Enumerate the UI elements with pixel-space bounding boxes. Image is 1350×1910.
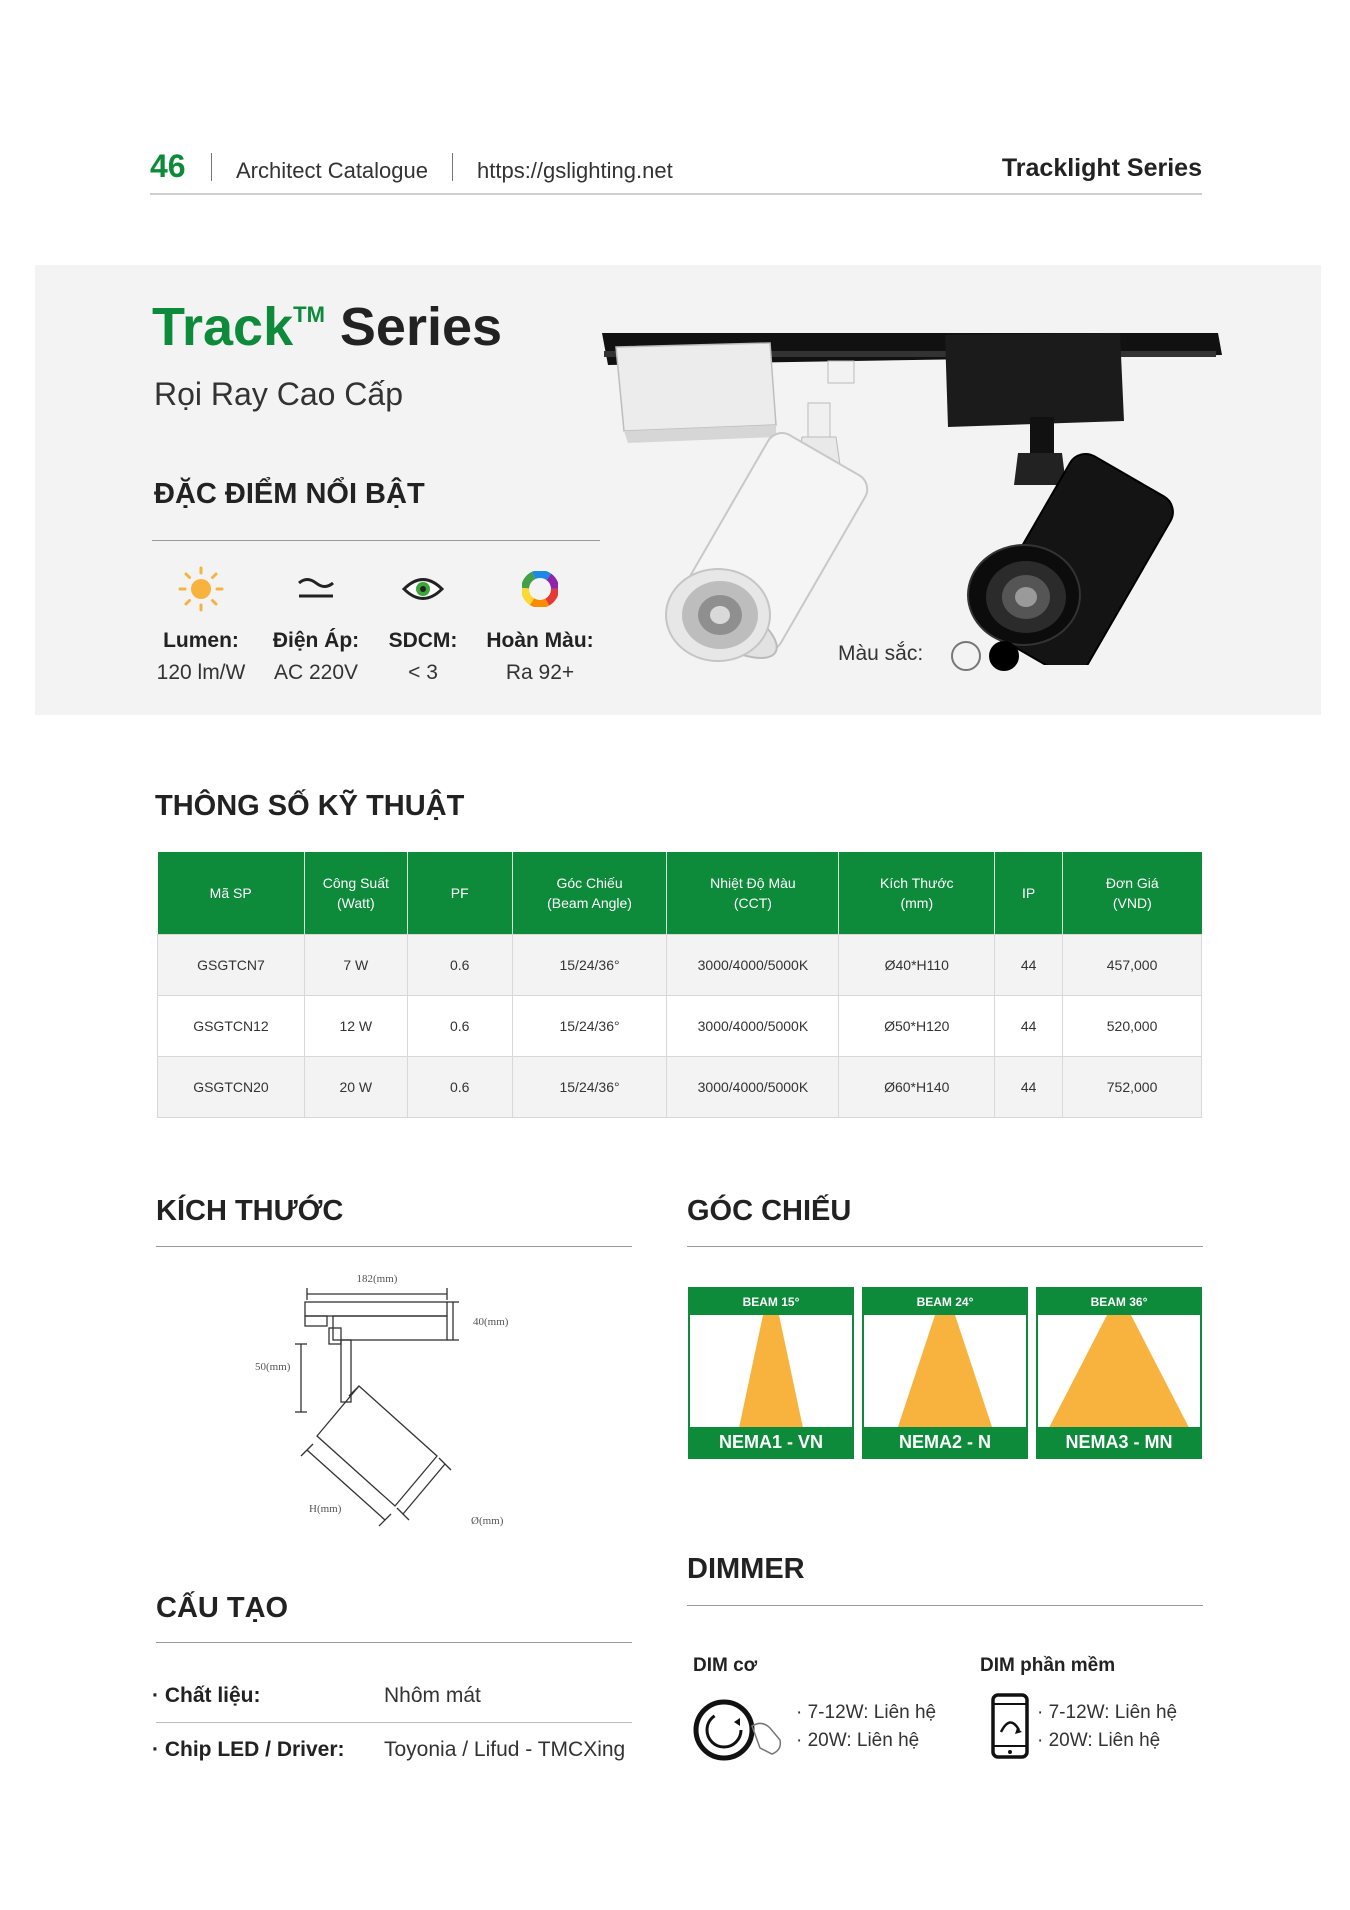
- specs-table: [157, 852, 1202, 1118]
- dim-software-line: · 20W: Liên hệ: [1037, 1730, 1161, 1751]
- stem-label: 50(mm): [255, 1361, 291, 1373]
- table-header-row: [158, 852, 1202, 934]
- table-row: [158, 1056, 1202, 1117]
- feature-value: < 3: [408, 661, 438, 684]
- dim-software-heading: DIM phần mềm: [980, 1655, 1116, 1676]
- table-cell: 7 W: [304, 934, 407, 995]
- beam-label: BEAM 15°: [690, 1289, 852, 1315]
- header-separator: [452, 153, 453, 181]
- chip-driver-value: Toyonia / Lifud - TMCXing: [384, 1738, 626, 1761]
- table-cell: 3000/4000/5000K: [667, 995, 839, 1056]
- feature-sdcm: [363, 565, 483, 685]
- column-header: Mã SP: [158, 852, 305, 934]
- dim-mechanical-heading: DIM cơ: [693, 1655, 758, 1676]
- eye-icon: [363, 565, 483, 613]
- table-cell: 752,000: [1063, 1056, 1202, 1117]
- dimensions-title: KÍCH THƯỚC: [156, 1195, 344, 1227]
- website-link[interactable]: https://gslighting.net: [477, 158, 673, 183]
- table-cell: 0.6: [407, 1056, 512, 1117]
- height-label: 40(mm): [473, 1316, 509, 1328]
- table-cell: 20 W: [304, 1056, 407, 1117]
- title-track: Track: [152, 297, 294, 357]
- feature-voltage: [256, 565, 376, 685]
- table-cell: 12 W: [304, 995, 407, 1056]
- product-subtitle: Rọi Ray Cao Cấp: [154, 376, 403, 412]
- table-cell: 44: [995, 995, 1063, 1056]
- structure-row-divider: [156, 1722, 632, 1723]
- column-header: Nhiệt Độ Màu (CCT): [667, 852, 839, 934]
- title-series: Series: [339, 297, 503, 357]
- table-row: [158, 934, 1202, 995]
- beam-divider: [687, 1246, 1203, 1247]
- column-header: Kích Thước (mm): [839, 852, 995, 934]
- column-header: Góc Chiếu (Beam Angle): [512, 852, 667, 934]
- dimmer-title: DIMMER: [687, 1553, 805, 1585]
- page-number: 46: [150, 148, 186, 184]
- table-cell: 3000/4000/5000K: [667, 934, 839, 995]
- chip-driver-key: · Chip LED / Driver:: [152, 1738, 345, 1761]
- color-swatch-white[interactable]: [951, 641, 981, 671]
- table-cell: Ø40*H110: [839, 934, 995, 995]
- beam-card-36: [1036, 1287, 1202, 1459]
- smartphone-icon: [990, 1692, 1030, 1760]
- product-title: [152, 296, 502, 358]
- beam-label: BEAM 24°: [864, 1289, 1026, 1315]
- table-cell: 3000/4000/5000K: [667, 1056, 839, 1117]
- sun-icon: [141, 565, 261, 613]
- table-cell: 44: [995, 934, 1063, 995]
- beam-name: NEMA1 - VN: [690, 1427, 852, 1457]
- material-key: · Chất liệu:: [152, 1684, 261, 1707]
- table-cell: 15/24/36°: [512, 1056, 667, 1117]
- beam-cone-36: [1038, 1315, 1200, 1429]
- trademark: TM: [293, 302, 325, 327]
- product-image: [600, 325, 1240, 665]
- table-cell: Ø60*H140: [839, 1056, 995, 1117]
- features-divider: [152, 540, 600, 541]
- catalogue-name: Architect Catalogue: [236, 158, 428, 183]
- beam-card-15: [688, 1287, 854, 1459]
- header-divider: [150, 193, 1202, 195]
- table-cell: 457,000: [1063, 934, 1202, 995]
- color-options-label: Màu sắc:: [838, 642, 924, 665]
- column-header: Đơn Giá (VND): [1063, 852, 1202, 934]
- table-cell: Ø50*H120: [839, 995, 995, 1056]
- diameter-label: Ø(mm): [471, 1515, 504, 1527]
- table-cell: 0.6: [407, 934, 512, 995]
- table-row: [158, 995, 1202, 1056]
- table-cell: GSGTCN7: [158, 934, 305, 995]
- beam-cone-15: [690, 1315, 852, 1429]
- feature-value: 120 lm/W: [156, 661, 246, 684]
- series-name: Tracklight Series: [1001, 154, 1202, 182]
- dim-mechanical-line: · 7-12W: Liên hệ: [796, 1702, 937, 1723]
- header-separator: [211, 153, 212, 181]
- structure-divider: [156, 1642, 632, 1643]
- column-header: Công Suất (Watt): [304, 852, 407, 934]
- feature-label: SDCM:: [388, 629, 458, 652]
- dimensions-divider: [156, 1246, 632, 1247]
- feature-label: Lumen:: [163, 629, 239, 652]
- table-cell: 15/24/36°: [512, 934, 667, 995]
- table-cell: 0.6: [407, 995, 512, 1056]
- table-cell: 15/24/36°: [512, 995, 667, 1056]
- structure-title: CẤU TẠO: [156, 1592, 289, 1624]
- rotary-knob-icon: [690, 1696, 790, 1766]
- color-swatch-black[interactable]: [989, 641, 1019, 671]
- material-value: Nhôm mát: [384, 1684, 481, 1707]
- beam-card-24: [862, 1287, 1028, 1459]
- table-cell: 44: [995, 1056, 1063, 1117]
- dimension-drawing: [245, 1262, 535, 1552]
- feature-label: Hoàn Màu:: [486, 629, 594, 652]
- table-cell: GSGTCN20: [158, 1056, 305, 1117]
- beam-name: NEMA3 - MN: [1038, 1427, 1200, 1457]
- width-label: 182(mm): [356, 1273, 398, 1285]
- dim-software-line: · 7-12W: Liên hệ: [1037, 1702, 1178, 1723]
- beam-name: NEMA2 - N: [864, 1427, 1026, 1457]
- color-wheel-icon: [480, 565, 600, 613]
- table-cell: 520,000: [1063, 995, 1202, 1056]
- length-label: H(mm): [309, 1503, 342, 1515]
- ac-voltage-icon: [256, 565, 376, 613]
- feature-cri: [480, 565, 600, 685]
- feature-lumen: [141, 565, 261, 685]
- feature-label: Điện Áp:: [272, 629, 360, 652]
- beam-title: GÓC CHIẾU: [687, 1195, 852, 1227]
- column-header: IP: [995, 852, 1063, 934]
- beam-label: BEAM 36°: [1038, 1289, 1200, 1315]
- feature-value: Ra 92+: [505, 661, 575, 684]
- specs-title: THÔNG SỐ KỸ THUẬT: [155, 790, 465, 822]
- dimmer-divider: [687, 1605, 1203, 1606]
- beam-cone-24: [864, 1315, 1026, 1429]
- features-title: ĐẶC ĐIỂM NỔI BẬT: [154, 478, 425, 510]
- column-header: PF: [407, 852, 512, 934]
- dim-mechanical-line: · 20W: Liên hệ: [796, 1730, 920, 1751]
- feature-value: AC 220V: [273, 661, 359, 684]
- table-cell: GSGTCN12: [158, 995, 305, 1056]
